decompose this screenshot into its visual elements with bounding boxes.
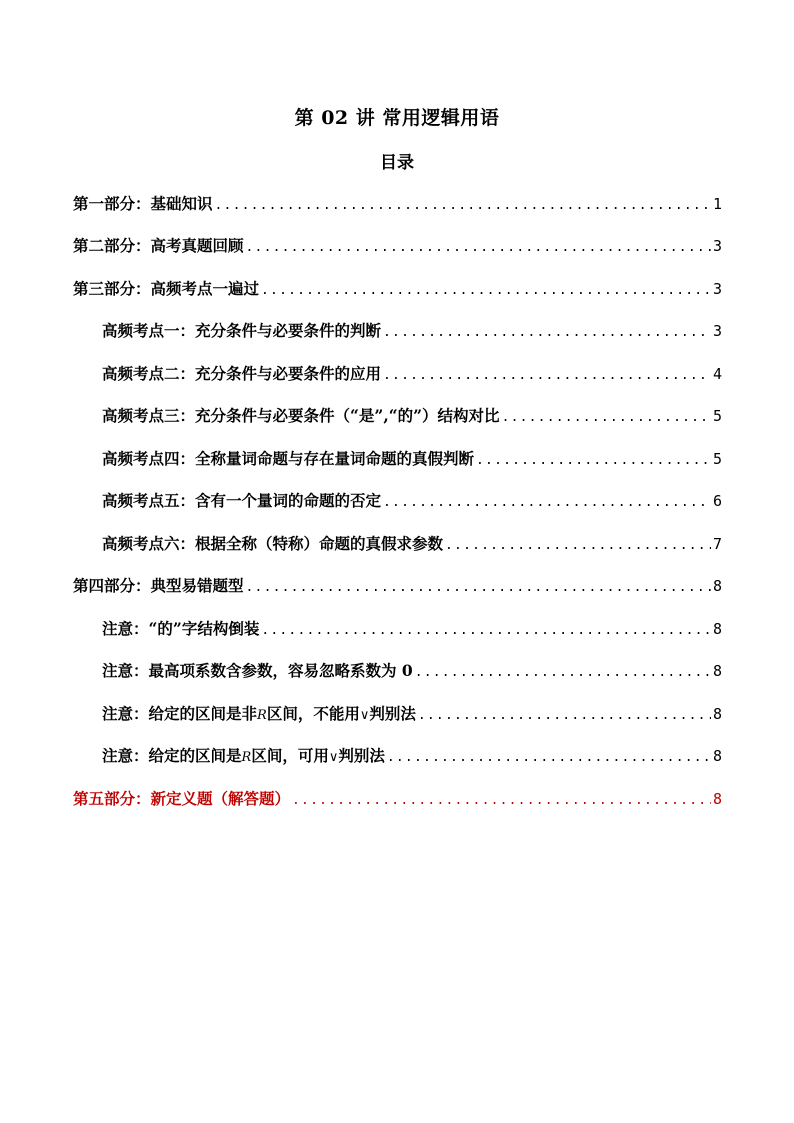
toc-entry-label: 第二部分：高考真题回顾 xyxy=(73,236,244,255)
toc-dot-leader xyxy=(246,574,711,600)
toc-label-text: 判别法 xyxy=(369,704,416,723)
math-symbol-r: R xyxy=(257,708,267,723)
math-symbol-r: R xyxy=(241,750,252,765)
toc-entry-part-2[interactable] xyxy=(73,232,722,260)
toc-entry-note-4[interactable] xyxy=(102,742,722,770)
toc-page-number: 8 xyxy=(712,620,722,638)
toc-entry-topic-4[interactable] xyxy=(102,445,722,473)
toc-entry-label xyxy=(102,700,416,728)
toc-entry-topic-5[interactable] xyxy=(102,487,722,515)
math-symbol-delta: ∨ xyxy=(328,750,339,765)
toc-page-number: 3 xyxy=(712,322,722,340)
toc-dot-leader xyxy=(261,617,711,643)
toc-entry-label: 高频考点五：含有一个量词的命题的否定 xyxy=(102,491,382,510)
toc-page-number: 8 xyxy=(712,662,722,680)
toc-entry-topic-6[interactable] xyxy=(102,530,722,558)
toc-entry-part-5[interactable] xyxy=(73,785,722,813)
toc-dot-leader xyxy=(215,192,711,218)
toc-page-number: 6 xyxy=(712,492,722,510)
toc-page-number: 8 xyxy=(712,577,722,595)
toc-entry-label: 第五部分：新定义题（解答题） xyxy=(73,789,291,808)
toc-entry-label: 注意：“的”字结构倒装 xyxy=(102,619,260,638)
toc-label-text: 区间，可用 xyxy=(251,746,329,765)
toc-dot-leader xyxy=(387,744,711,770)
toc-dot-leader xyxy=(445,532,711,558)
toc-page-number: 8 xyxy=(712,705,722,723)
toc-label-text: 判别法 xyxy=(338,746,385,765)
toc-page-number: 4 xyxy=(712,365,722,383)
toc-dot-leader xyxy=(292,787,711,813)
toc-entry-label: 高频考点一：充分条件与必要条件的判断 xyxy=(102,321,382,340)
toc-entry-label: 高频考点三：充分条件与必要条件（“是”,“的”）结构对比 xyxy=(102,406,500,425)
toc-entry-note-2[interactable] xyxy=(102,657,722,685)
toc-entry-label: 注意：最高项系数含参数，容易忽略系数为 0 xyxy=(102,661,413,680)
toc-page-number: 1 xyxy=(712,195,722,213)
toc-page-number: 8 xyxy=(712,747,722,765)
toc-label-text: 区间，不能用 xyxy=(266,704,360,723)
toc-heading: 目录 xyxy=(380,153,414,173)
toc-dot-leader xyxy=(476,447,711,473)
toc-page-number: 3 xyxy=(712,280,722,298)
toc-entry-part-1[interactable] xyxy=(73,190,722,218)
toc-entry-label: 高频考点四：全称量词命题与存在量词命题的真假判断 xyxy=(102,449,475,468)
toc-entry-part-4[interactable] xyxy=(73,572,722,600)
toc-dot-leader xyxy=(415,659,711,685)
math-symbol-delta: ∨ xyxy=(359,708,370,723)
toc-entry-label: 第三部分：高频考点一遍过 xyxy=(73,279,260,298)
toc-dot-leader xyxy=(383,319,711,345)
toc-entry-label xyxy=(102,742,385,770)
toc-entry-label: 第一部分：基础知识 xyxy=(73,194,213,213)
toc-entry-note-1[interactable] xyxy=(102,615,722,643)
toc-page-number: 3 xyxy=(712,237,722,255)
toc-dot-leader xyxy=(246,234,711,260)
toc-entry-part-3[interactable] xyxy=(73,275,722,303)
toc-entry-label: 高频考点二：充分条件与必要条件的应用 xyxy=(102,364,382,383)
toc-entry-note-3[interactable] xyxy=(102,700,722,728)
toc-label-text: 注意：给定的区间是非 xyxy=(102,704,258,723)
toc-entry-label: 高频考点六：根据全称（特称）命题的真假求参数 xyxy=(102,534,444,553)
toc-page-number: 5 xyxy=(712,407,722,425)
toc-page-number: 7 xyxy=(712,535,722,553)
toc-dot-leader xyxy=(502,404,711,430)
toc-dot-leader xyxy=(418,702,711,728)
toc-entry-topic-1[interactable] xyxy=(102,317,722,345)
toc-page-number: 8 xyxy=(712,790,722,808)
toc-page-number: 5 xyxy=(712,450,722,468)
toc-entry-topic-3[interactable] xyxy=(102,402,722,430)
toc-label-text: 注意：给定的区间是 xyxy=(102,746,242,765)
document-title: 第 02 讲 常用逻辑用语 xyxy=(294,107,500,129)
toc-dot-leader xyxy=(383,362,711,388)
toc-dot-leader xyxy=(383,489,711,515)
toc-entry-topic-2[interactable] xyxy=(102,360,722,388)
toc-dot-leader xyxy=(261,277,711,303)
toc-entry-label: 第四部分：典型易错题型 xyxy=(73,576,244,595)
